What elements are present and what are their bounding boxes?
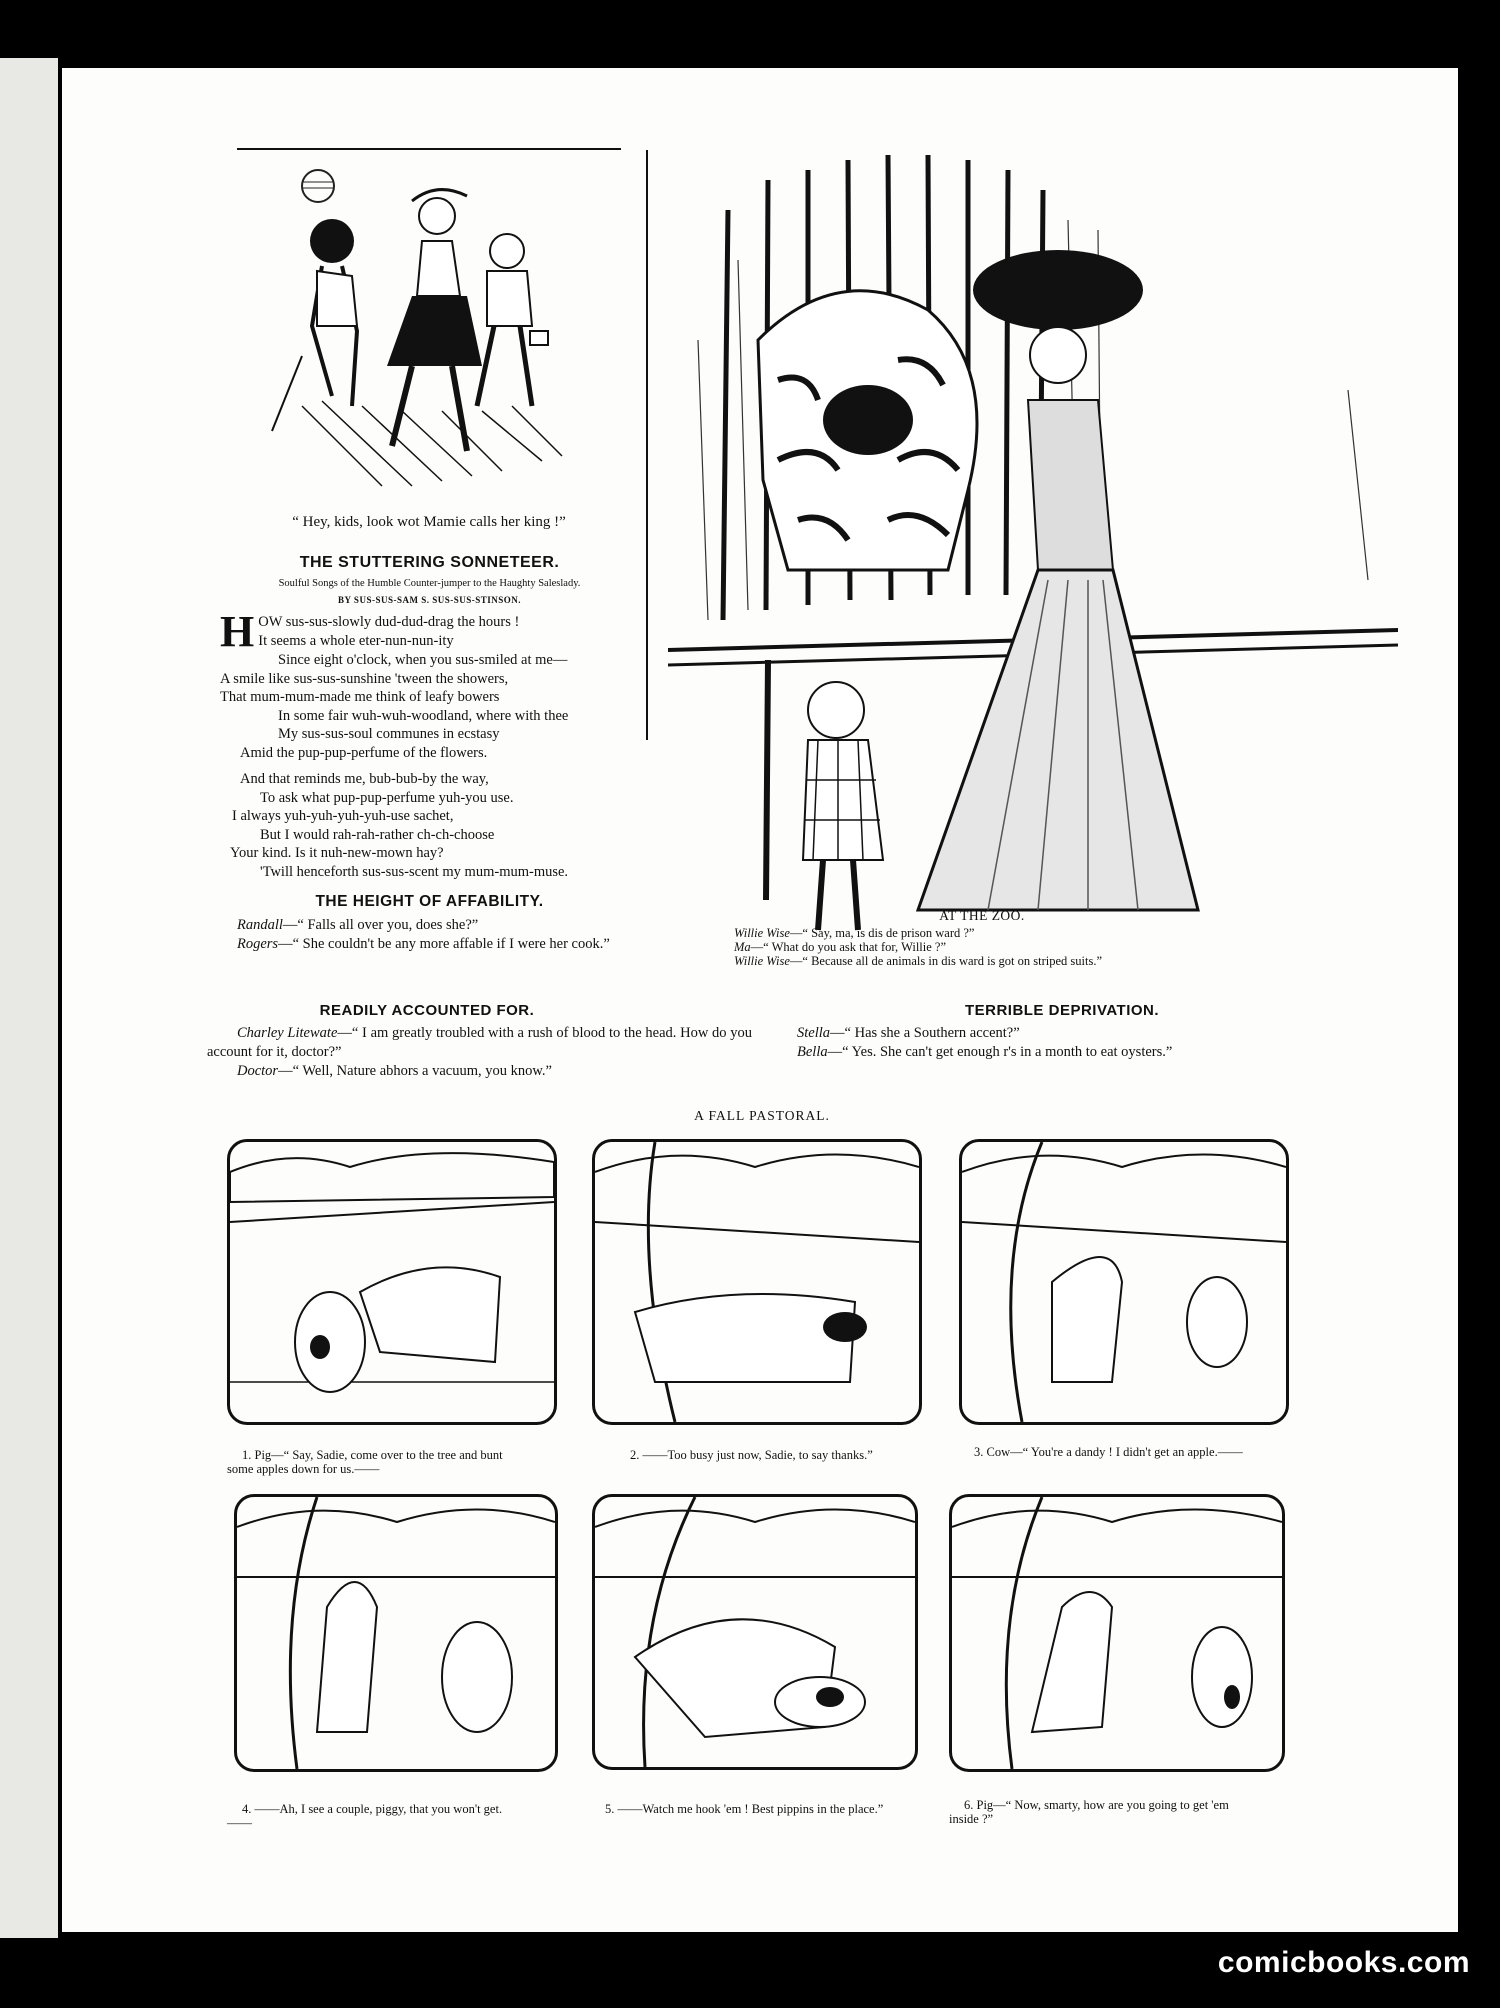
- dialog-text: —“ Because all de animals in dis ward is got on striped suits.”: [789, 954, 1102, 968]
- comic-panel-6: [949, 1494, 1285, 1772]
- dialog-line: [207, 1062, 752, 1081]
- poem-line: OW sus-sus-slowly dud-dud-drag the hours !: [258, 614, 520, 630]
- dialog-line: [207, 935, 647, 954]
- speaker: Charley Litewate: [237, 1025, 338, 1041]
- speaker: Willie Wise: [734, 926, 790, 940]
- comic-panel-5: [592, 1494, 918, 1770]
- speaker: Willie Wise: [734, 954, 790, 968]
- speaker: Bella: [797, 1044, 828, 1060]
- zoo-drawing: [668, 140, 1398, 968]
- poem-line: Since eight o'clock, when you sus-smiled at me—: [278, 652, 568, 668]
- left-page-edge: [0, 58, 58, 1938]
- accounted-title: READILY ACCOUNTED FOR.: [319, 1002, 535, 1019]
- dialog-line: [734, 954, 1394, 968]
- poem-line: 'Twill henceforth sus-sus-scent my mum-mum-muse.: [260, 863, 569, 880]
- dialog-line: [207, 916, 647, 935]
- sonnet-subtitle: Soulful Songs of the Humble Counter-jumper to the Haughty Saleslady.: [278, 578, 581, 589]
- poem-line: A smile like sus-sus-sunshine 'tween the showers,: [220, 670, 509, 687]
- panel-art: [952, 1497, 1282, 1769]
- zoo-dialog: [734, 926, 1394, 968]
- kids-cartoon-caption: “ Hey, kids, look wot Mamie calls her king !”: [292, 514, 566, 530]
- sonnet-stanza-1: [220, 607, 660, 763]
- dialog-text: —“ Falls all over you, does she?”: [282, 917, 479, 933]
- sonnet-title: THE STUTTERING SONNETEER.: [299, 554, 560, 571]
- poem-line: But I would rah-rah-rather ch-ch-choose: [260, 826, 495, 843]
- dropcap: H: [220, 607, 255, 656]
- poem-line: And that reminds me, bub-bub-by the way,: [240, 771, 489, 787]
- poem-line: That mum-mum-made me think of leafy bowers: [220, 689, 500, 706]
- brand-watermark: comicbooks.com: [1217, 1946, 1470, 1979]
- panel-caption-1: 1. Pig—“ Say, Sadie, come over to the tree and bunt some apples down for us.——: [227, 1448, 503, 1476]
- comic-panel-1: [227, 1139, 557, 1425]
- panel-caption-6: 6. Pig—“ Now, smarty, how are you going to get 'em inside ?”: [949, 1798, 1229, 1826]
- poem-line: I always yuh-yuh-yuh-yuh-use sachet,: [232, 808, 454, 825]
- top-rule: [237, 148, 621, 150]
- dialog-text: —“ I am greatly troubled with a rush of blood to the head. How do you account for it, doctor?”: [207, 1025, 752, 1060]
- dialog-line: [767, 1043, 1307, 1062]
- dialog-line: [734, 926, 1394, 940]
- dialog-text: —“ Well, Nature abhors a vacuum, you know.”: [278, 1063, 552, 1079]
- kids-illustration: [262, 156, 602, 496]
- panel-art: [595, 1142, 919, 1422]
- dialog-text: —“ She couldn't be any more affable if I were her cook.”: [278, 936, 610, 952]
- poem-line: Amid the pup-pup-perfume of the flowers.: [240, 744, 488, 761]
- dialog-text: —“ Has she a Southern accent?”: [830, 1025, 1020, 1041]
- poem-line: In some fair wuh-wuh-woodland, where with thee: [278, 707, 569, 724]
- dialog-line: [767, 1024, 1307, 1043]
- panel-art: [237, 1497, 555, 1769]
- dialog-line: [207, 1024, 752, 1062]
- speaker: Stella: [797, 1025, 831, 1041]
- sonnet-byline: BY SUS-SUS-SAM S. SUS-SUS-STINSON.: [338, 595, 521, 605]
- poem-line: To ask what pup-pup-perfume yuh-you use.: [260, 789, 514, 806]
- panel-caption-4: 4. ——Ah, I see a couple, piggy, that you won't get.——: [227, 1802, 503, 1830]
- accounted-text: [207, 1024, 752, 1081]
- panel-art: [230, 1142, 554, 1422]
- affability-text: [207, 916, 647, 954]
- dialog-line: [734, 940, 1394, 954]
- zoo-caption: AT THE ZOO.: [939, 908, 1025, 923]
- speaker: Rogers: [237, 936, 279, 952]
- speaker: Doctor: [237, 1063, 279, 1079]
- sonnet-stanza-2: [230, 770, 660, 882]
- comic-page: [62, 68, 1458, 1932]
- comic-panel-3: [959, 1139, 1289, 1425]
- poem-line: Your kind. Is it nuh-new-mown hay?: [230, 845, 444, 862]
- dialog-text: —“ Say, ma, is dis de prison ward ?”: [789, 926, 975, 940]
- speaker: Randall: [237, 917, 283, 933]
- panel-caption-3: 3. Cow—“ You're a dandy ! I didn't get an apple.——: [974, 1445, 1243, 1459]
- panel-caption-5: 5. ——Watch me hook 'em ! Best pippins in the place.”: [605, 1802, 884, 1816]
- panel-art: [962, 1142, 1286, 1422]
- dialog-text: —“ Yes. She can't get enough r's in a month to eat oysters.”: [827, 1044, 1173, 1060]
- comic-panel-4: [234, 1494, 558, 1772]
- affability-title: THE HEIGHT OF AFFABILITY.: [315, 893, 544, 910]
- panel-caption-2: 2. ——Too busy just now, Sadie, to say thanks.”: [630, 1448, 873, 1462]
- speaker: Ma: [734, 940, 751, 954]
- deprivation-title: TERRIBLE DEPRIVATION.: [964, 1002, 1160, 1019]
- zoo-illustration: [668, 140, 1398, 968]
- kids-cartoon: [262, 156, 602, 496]
- poem-line: It seems a whole eter-nun-nun-ity: [258, 632, 454, 649]
- comic-panel-2: [592, 1139, 922, 1425]
- deprivation-text: [767, 1024, 1307, 1062]
- poem-line: My sus-sus-soul communes in ecstasy: [278, 726, 500, 743]
- pastoral-title: A FALL PASTORAL.: [694, 1108, 830, 1123]
- column-divider: [646, 150, 648, 740]
- panel-art: [595, 1497, 915, 1767]
- dialog-text: —“ What do you ask that for, Willie ?”: [750, 940, 947, 954]
